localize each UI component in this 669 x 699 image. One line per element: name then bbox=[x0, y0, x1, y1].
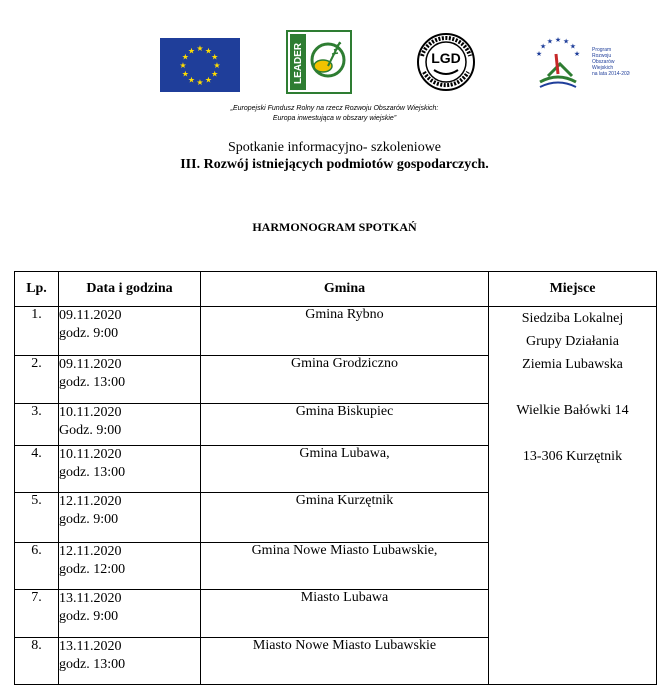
row-lp: 3. bbox=[15, 404, 59, 446]
prow-logo-icon bbox=[530, 32, 630, 94]
prow-star-icon: ★ bbox=[546, 37, 554, 46]
funding-note-line: Europa inwestująca w obszary wiejskie” bbox=[272, 115, 397, 122]
prow-logo-text: Program Rozwoju Obszarów Wiejskich na lata 2014-2020 bbox=[592, 47, 630, 77]
eu-star-icon: ★ bbox=[187, 75, 196, 85]
meeting-place bbox=[489, 307, 657, 685]
row-lp: 8. bbox=[15, 638, 59, 685]
row-time: Godz. 9:00 bbox=[59, 423, 122, 438]
row-date: 10.11.2020 bbox=[59, 447, 122, 462]
header-date: Data i godzina bbox=[59, 272, 201, 307]
row-datetime bbox=[59, 638, 201, 685]
row-datetime bbox=[59, 404, 201, 446]
row-time: godz. 12:00 bbox=[59, 562, 126, 577]
schedule-heading: HARMONOGRAM SPOTKAŃ bbox=[252, 220, 417, 234]
prow-star-icon: ★ bbox=[569, 42, 577, 51]
row-gmina: Gmina Biskupiec bbox=[201, 404, 489, 446]
place-line bbox=[489, 422, 656, 445]
row-time: godz. 13:00 bbox=[59, 375, 126, 390]
lgd-logo-icon bbox=[416, 32, 476, 92]
row-date: 09.11.2020 bbox=[59, 308, 122, 323]
row-lp: 6. bbox=[15, 543, 59, 590]
row-datetime bbox=[59, 493, 201, 543]
row-date: 12.11.2020 bbox=[59, 544, 122, 559]
schedule-table bbox=[14, 271, 657, 685]
eu-star-icon: ★ bbox=[187, 46, 196, 56]
eu-star-icon: ★ bbox=[196, 78, 204, 87]
row-lp: 5. bbox=[15, 493, 59, 543]
row-gmina: Miasto Lubawa bbox=[201, 590, 489, 638]
row-date: 10.11.2020 bbox=[59, 405, 122, 420]
row-gmina: Gmina Nowe Miasto Lubawskie, bbox=[201, 543, 489, 590]
leader-logo-icon bbox=[286, 30, 352, 94]
prow-star-icon: ★ bbox=[535, 49, 543, 58]
funding-note bbox=[0, 104, 669, 124]
lgd-logo-text: LGD bbox=[431, 50, 461, 66]
eu-star-icon: ★ bbox=[181, 52, 189, 62]
prow-star-icon: ★ bbox=[562, 37, 570, 46]
prow-star-icon: ★ bbox=[539, 42, 547, 51]
place-line: Siedziba Lokalnej bbox=[521, 311, 624, 326]
row-datetime bbox=[59, 590, 201, 638]
row-time: godz. 9:00 bbox=[59, 609, 119, 624]
row-date: 13.11.2020 bbox=[59, 591, 122, 606]
row-lp: 4. bbox=[15, 446, 59, 493]
meeting-title: III. Rozwój istniejących podmiotów gospodarczych. bbox=[180, 157, 489, 172]
row-datetime bbox=[59, 307, 201, 356]
row-time: godz. 9:00 bbox=[59, 512, 119, 527]
row-lp: 7. bbox=[15, 590, 59, 638]
eu-star-icon: ★ bbox=[213, 61, 221, 70]
eu-star-icon: ★ bbox=[181, 69, 189, 79]
prow-star-icon: ★ bbox=[573, 49, 581, 58]
table-header-row bbox=[15, 272, 657, 307]
header-place: Miejsce bbox=[489, 272, 657, 307]
row-lp: 1. bbox=[15, 307, 59, 356]
eu-flag-icon bbox=[160, 38, 240, 92]
header-lp: Lp. bbox=[15, 272, 59, 307]
row-gmina: Gmina Kurzętnik bbox=[201, 493, 489, 543]
table-row bbox=[15, 307, 657, 356]
leader-logo-text: LEADER bbox=[293, 42, 304, 84]
place-line bbox=[489, 376, 656, 399]
row-date: 13.11.2020 bbox=[59, 639, 122, 654]
row-datetime bbox=[59, 543, 201, 590]
row-gmina: Gmina Grodziczno bbox=[201, 356, 489, 404]
row-gmina: Gmina Rybno bbox=[201, 307, 489, 356]
row-gmina: Gmina Lubawa, bbox=[201, 446, 489, 493]
eu-star-icon: ★ bbox=[204, 75, 213, 85]
row-lp: 2. bbox=[15, 356, 59, 404]
header-gmina: Gmina bbox=[201, 272, 489, 307]
meeting-subtitle: Spotkanie informacyjno- szkoleniowe bbox=[227, 140, 442, 155]
eu-star-icon: ★ bbox=[204, 46, 213, 56]
place-line: Wielkie Bałówki 14 bbox=[516, 403, 629, 418]
eu-star-icon: ★ bbox=[196, 44, 204, 53]
prow-star-icon: ★ bbox=[554, 36, 562, 44]
row-gmina: Miasto Nowe Miasto Lubawskie bbox=[201, 638, 489, 685]
row-datetime bbox=[59, 356, 201, 404]
eu-star-icon: ★ bbox=[179, 61, 187, 70]
eu-star-icon: ★ bbox=[211, 52, 219, 62]
row-datetime bbox=[59, 446, 201, 493]
row-time: godz. 13:00 bbox=[59, 657, 126, 672]
place-line: 13-306 Kurzętnik bbox=[522, 449, 623, 464]
eu-star-icon: ★ bbox=[211, 69, 219, 79]
place-line: Ziemia Lubawska bbox=[522, 357, 623, 372]
row-date: 09.11.2020 bbox=[59, 357, 122, 372]
row-time: godz. 9:00 bbox=[59, 326, 119, 341]
funding-note-line: „Europejski Fundusz Rolny na rzecz Rozwoju Obszarów Wiejskich: bbox=[230, 105, 439, 112]
row-time: godz. 13:00 bbox=[59, 465, 126, 480]
place-line: Grupy Działania bbox=[526, 334, 619, 349]
logo-bar bbox=[0, 30, 669, 100]
row-date: 12.11.2020 bbox=[59, 494, 122, 509]
